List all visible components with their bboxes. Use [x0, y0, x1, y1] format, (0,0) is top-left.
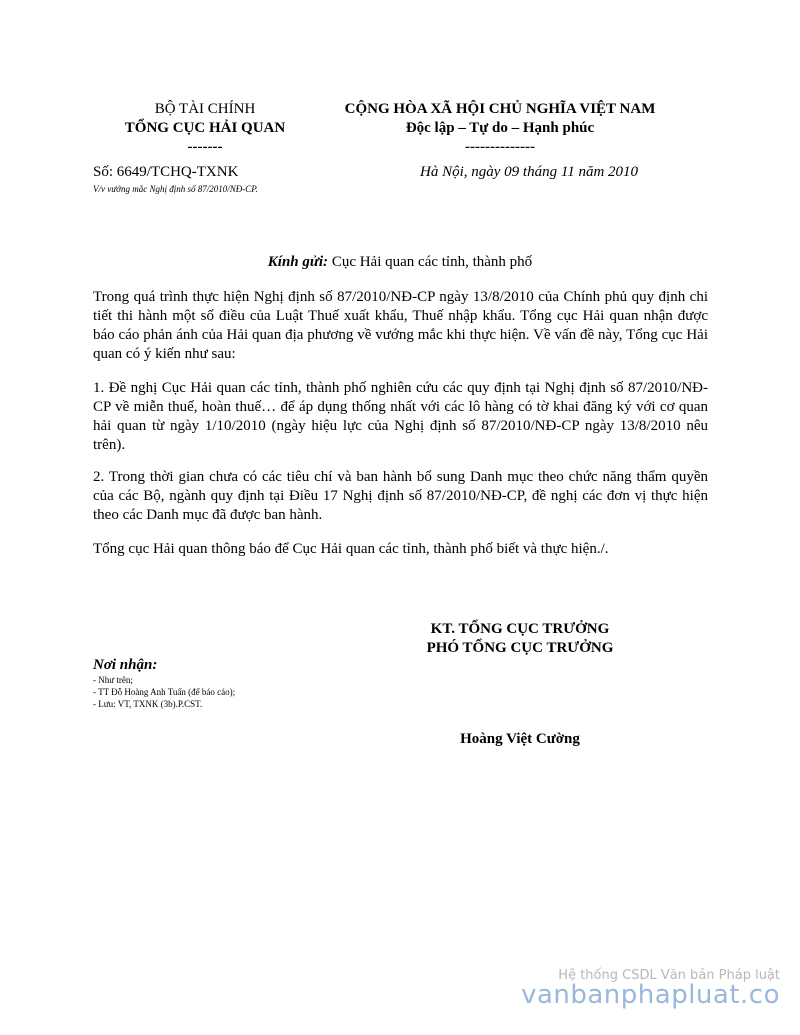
signature-title-line1: KT. TỔNG CỤC TRƯỞNG [430, 621, 610, 637]
national-motto: Độc lập – Tự do – Hạnh phúc [405, 120, 595, 136]
document-subject: V/v vướng mắc Nghị định số 87/2010/NĐ-CP. [93, 184, 258, 194]
country-name: CỘNG HÒA XÃ HỘI CHỦ NGHĨA VIỆT NAM [344, 101, 656, 117]
recipient-item: - Như trên; [93, 675, 133, 685]
document-number: Số: 6649/TCHQ-TXNK [93, 164, 239, 180]
national-header [300, 100, 700, 157]
recipient-label: Kính gửi: [267, 254, 329, 270]
closing-paragraph: Tổng cục Hải quan thông báo để Cục Hải quan các tỉnh, thành phố biết và thực hiện./. [93, 541, 609, 557]
signer-name: Hoàng Việt Cường [460, 731, 580, 747]
recipient-item: - Lưu: VT, TXNK (3b).P.CST. [93, 699, 203, 709]
recipient-value: Cục Hải quan các tỉnh, thành phố [328, 254, 533, 270]
recipients-block [93, 657, 235, 710]
header-right-separator: -------------- [465, 139, 535, 155]
watermark-caption: Hệ thống CSDL Văn bản Pháp luật [558, 968, 780, 983]
body-paragraph: 2. Trong thời gian chưa có các tiêu chí và ban hành bổ sung Danh mục theo chức năng thẩm quyền của các Bộ, ngành quy định tại Điều 17 Nghị định số 87/2010/NĐ-CP, đề nghị các đơn vị thực hiện theo các Danh mục đã được ban hành. [93, 469, 708, 523]
recipient-item: - TT Đỗ Hoàng Anh Tuấn (để báo cáo); [93, 687, 236, 697]
department-name: TỔNG CỤC HẢI QUAN [124, 120, 286, 136]
header-left-separator: ------- [187, 139, 223, 155]
body-paragraph: Trong quá trình thực hiện Nghị định số 87/2010/NĐ-CP ngày 13/8/2010 của Chính phủ quy định chi tiết thi hành một số điều của Luật Thuế xuất khẩu, Thuế nhập khẩu. Tổng cục Hải quan nhận được báo cáo phản ánh của Hải quan địa phương về vướng mắc khi thực hiện. Về vấn đề này, Tổng cục Hải quan có ý kiến như sau: [93, 289, 708, 362]
signature-block [395, 620, 645, 658]
document-date: Hà Nội, ngày 09 tháng 11 năm 2010 [420, 164, 639, 180]
ministry-name: BỘ TÀI CHÍNH [154, 101, 256, 117]
watermark-site: vanbanphapluat.co [521, 980, 780, 1010]
issuer-header [80, 100, 330, 157]
recipients-title: Nơi nhận: [93, 657, 158, 673]
signature-title-line2: PHÓ TỔNG CỤC TRƯỞNG [426, 640, 614, 656]
recipient-line [0, 254, 800, 271]
body-paragraph: 1. Đề nghị Cục Hải quan các tỉnh, thành phố nghiên cứu các quy định tại Nghị định số 87/2010/NĐ-CP về miễn thuế, hoàn thuế… để áp dụng thống nhất với các lô hàng có tờ khai đăng ký với cơ quan hải quan từ ngày 1/10/2010 (ngày hiệu lực của Nghị định số 87/2010/NĐ-CP ngày 13/8/2010 nêu trên). [93, 380, 708, 453]
